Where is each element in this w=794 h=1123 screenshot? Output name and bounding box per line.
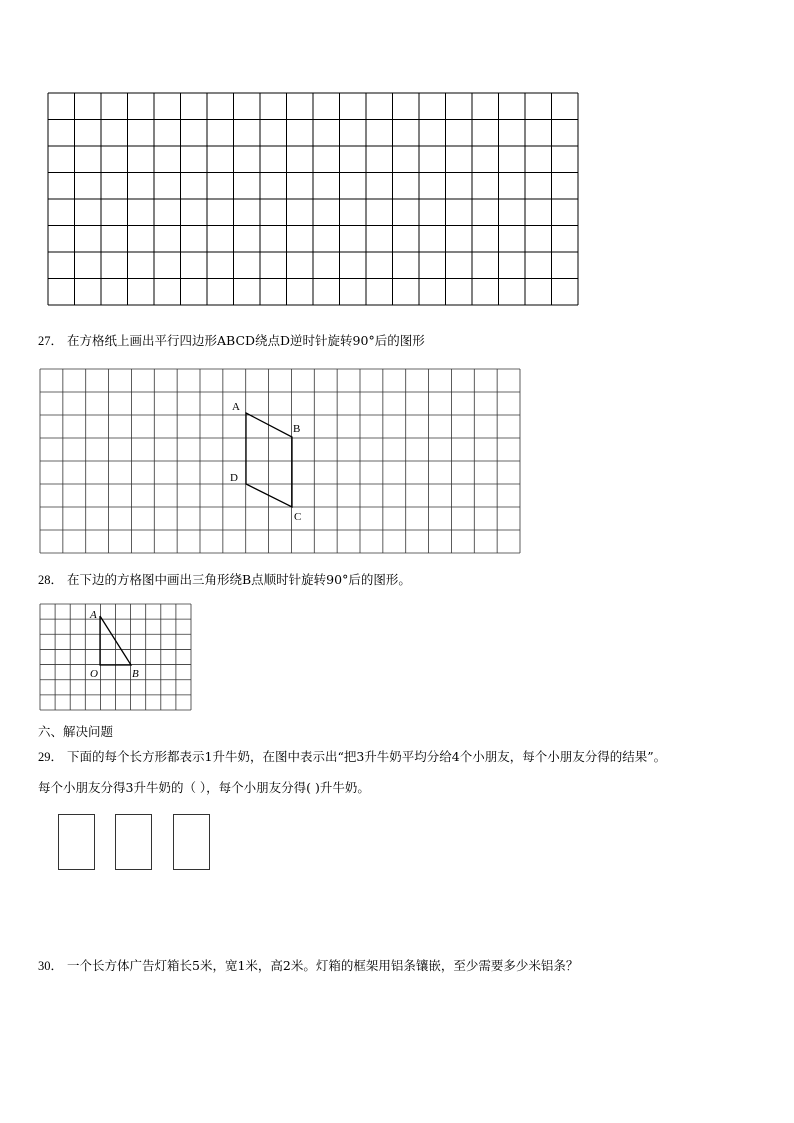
question-27-number: 27． [38, 334, 64, 348]
top-answer-grid [47, 92, 581, 308]
milk-rectangle-3 [173, 814, 210, 870]
question-28-text: 在下边的方格图中画出三角形绕B点顺时针旋转90°后的图形。 [67, 572, 411, 587]
q28-grid [39, 603, 193, 713]
question-27 [38, 333, 425, 349]
question-29-answer-line: 每个小朋友分得3升牛奶的（ ），每个小朋友分得( )升牛奶。 [38, 780, 370, 795]
question-28-number: 28． [38, 573, 64, 587]
label-point-a: A [232, 401, 240, 413]
question-27-text: 在方格纸上画出平行四边形ABCD绕点D逆时针旋转90°后的图形 [67, 333, 425, 348]
question-30-text: 一个长方体广告灯箱长5米，宽1米，高2米。灯箱的框架用铝条镶嵌，至少需要多少米铝条？ [67, 958, 579, 973]
question-29 [38, 749, 666, 765]
label-point-b: B [132, 668, 139, 680]
question-28 [38, 572, 411, 588]
question-30 [38, 958, 578, 974]
label-point-c: C [294, 511, 302, 523]
question-29-text: 下面的每个长方形都表示1升牛奶，在图中表示出“把3升牛奶平均分给4个小朋友，每个小朋友分得的结果”。 [67, 749, 667, 764]
label-point-a: A [90, 609, 97, 621]
parallelogram-abcd [246, 413, 292, 507]
q27-grid [39, 368, 523, 556]
question-30-number: 30． [38, 959, 64, 973]
milk-rectangle-2 [115, 814, 152, 870]
milk-rectangle-1 [58, 814, 95, 870]
label-point-o: O [90, 668, 98, 680]
label-point-d: D [230, 472, 238, 484]
section-6-title: 六、解决问题 [38, 724, 114, 739]
question-29-number: 29． [38, 750, 64, 764]
label-point-b: B [293, 423, 301, 435]
